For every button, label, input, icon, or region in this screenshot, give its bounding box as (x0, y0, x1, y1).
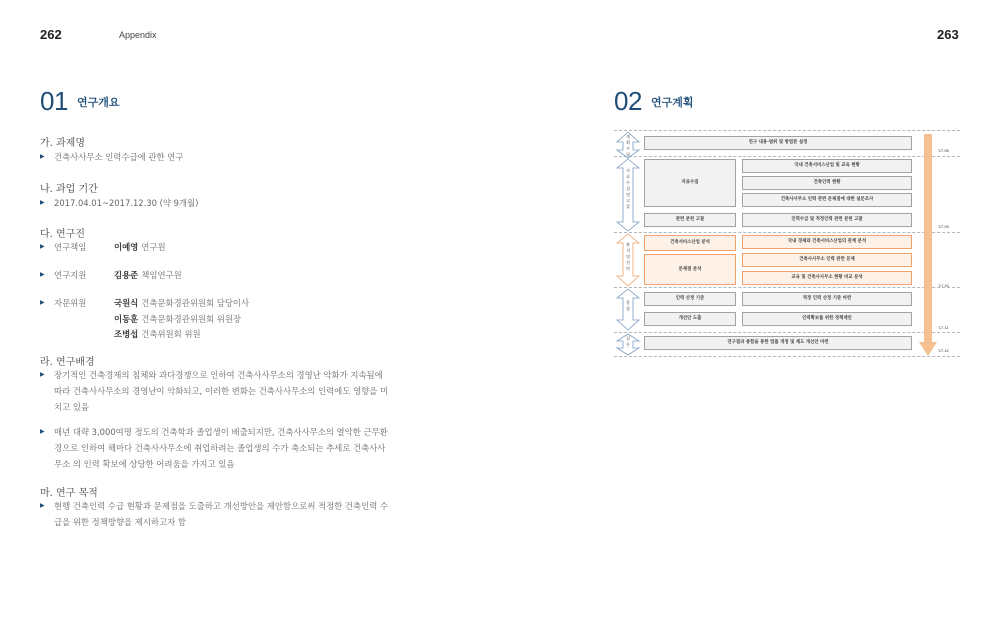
triangle-bullet-icon: ▶ (40, 502, 45, 509)
subsection-heading: 가. 과제명 (40, 138, 85, 149)
divider (614, 356, 960, 357)
triangle-bullet-icon: ▶ (40, 153, 45, 160)
researcher-role: 자문위원 (54, 298, 87, 308)
triangle-bullet-icon: ▶ (40, 243, 45, 250)
list-item-text: 매년 대략 3,000여명 정도의 건축학과 졸업생이 배출되지만, 건축사사무소의 열악한 근무환경으로 인하여 해마다 건축사사무소에 취업하려는 졸업생의 수가 축소되는 추세로 건축사사무소 의 인력 확보에 상당한 어려움을 가지고 있음 (54, 427, 388, 469)
diagram-box: 개선안 도출 (644, 312, 736, 326)
timeline-date: '17.09 (938, 224, 949, 229)
researcher-name: 이동훈 (114, 314, 139, 324)
diagram-box: 건축서비스산업 분석 (644, 235, 736, 251)
triangle-bullet-icon: ▶ (40, 199, 45, 206)
list-item-text: 현행 건축인력 수급 현황과 문제점을 도출하고 개선방안을 제안함으로써 적정한 건축인력 수급을 위한 정책방향을 제시하고자 함 (54, 501, 389, 527)
researcher-name: 조병섭 (114, 329, 139, 339)
researcher-title: 건축문화경관위원회 위원장 (141, 314, 242, 324)
stage-label: 종합 (625, 300, 631, 311)
researcher-row (40, 239, 166, 255)
diagram-box: 국내 건축서비스산업 및 교육 현황 (742, 159, 912, 173)
timeline-date: '17.05 (938, 148, 949, 153)
list-item (40, 149, 183, 165)
diagram-box: 인력 산정 기준 (644, 292, 736, 306)
diagram-box: 국내 경제와 건축서비스산업의 관계 분석 (742, 235, 912, 249)
stage-label: 분석 및 진단 (625, 242, 631, 271)
list-item-text: 2017.04.01~2017.12.30 (약 9개월) (54, 198, 199, 208)
diagram-box: 인력수급 및 적정인력 관련 분헌 고찰 (742, 213, 912, 227)
researcher-name: 이예영 (114, 242, 139, 252)
subsection-heading: 나. 과업 기간 (40, 184, 98, 195)
researcher-name: 김용준 (114, 270, 139, 280)
diagram-box: 인력확보를 위한 정책제안 (742, 312, 912, 326)
diagram-box: 관련 분헌 고찰 (644, 213, 736, 227)
section-number: 02 (614, 86, 642, 116)
triangle-bullet-icon: ▶ (40, 299, 45, 306)
triangle-bullet-icon: ▶ (40, 271, 45, 278)
researcher-row (114, 311, 241, 327)
section-02-heading (614, 86, 694, 117)
divider (614, 232, 960, 233)
stage-label: 결론 (625, 336, 631, 347)
list-item-text: 건축사사무소 인력수급에 관한 연구 (54, 152, 184, 162)
diagram-box: 연구결과 종합을 통한 법률 개정 및 제도 개선안 마련 (644, 336, 912, 350)
diagram-box: 연구 내용·범위 및 방법론 설정 (644, 136, 912, 150)
stage-label: 계획수립 (625, 134, 631, 157)
divider (614, 287, 960, 288)
researcher-row (40, 267, 182, 283)
researcher-title: 건축위원회 위원 (141, 329, 201, 339)
running-head: Appendix (119, 30, 157, 40)
research-plan-diagram (614, 128, 960, 358)
subsection-heading: 라. 연구배경 (40, 357, 95, 368)
researcher-row (40, 295, 249, 311)
diagram-box: 문제점 분석 (644, 254, 736, 285)
list-item (40, 424, 389, 472)
section-title: 연구개요 (77, 96, 120, 109)
list-item-text: 장기적인 건축경제의 침체와 과다경쟁으로 인하여 건축사사무소의 경영난 악화가 지속됨에 따라 건축사사무소의 경영난이 악화되고, 이러한 변화는 건축사사무소의 인력에도 영향을 미치고 있음 (54, 370, 389, 412)
diagram-box: 적정 인력 산정 기준 마련 (742, 292, 912, 306)
divider (614, 130, 960, 131)
section-number: 01 (40, 86, 68, 116)
section-title: 연구계획 (651, 96, 694, 109)
diagram-box: 건축인력 현황 (742, 176, 912, 190)
left-page-number: 262 (40, 27, 62, 42)
subsection-heading: 다. 연구진 (40, 229, 85, 240)
triangle-bullet-icon: ▶ (40, 428, 45, 435)
subsection-heading: 마. 연구 목적 (40, 488, 98, 499)
stage-label: 자료수집 및 고찰 (625, 168, 631, 209)
researcher-role: 연구지원 (54, 270, 87, 280)
list-item (40, 195, 198, 211)
researcher-title: 건축문화경관위원회 담당이사 (141, 298, 250, 308)
diagram-box: 자료수집 (644, 159, 736, 207)
section-01-heading (40, 86, 120, 117)
right-page-number: 263 (937, 27, 959, 42)
researcher-row (114, 326, 201, 342)
researcher-role: 연구책임 (54, 242, 87, 252)
timeline-date: '17.11 (938, 325, 949, 330)
divider (614, 156, 960, 157)
diagram-box: 건축사사무소 인력 관련 문제 (742, 253, 912, 267)
divider (614, 332, 960, 333)
timeline-date: '17.12 (938, 348, 949, 353)
list-item (40, 367, 389, 415)
researcher-name: 국원식 (114, 298, 139, 308)
timeline-date: '17.10 (938, 283, 949, 288)
researcher-title: 책임연구원 (141, 270, 182, 280)
timeline-arrow (919, 134, 937, 356)
list-item (40, 498, 389, 530)
triangle-bullet-icon: ▶ (40, 371, 45, 378)
researcher-title: 연구원 (141, 242, 166, 252)
diagram-box: 건축사사무소 인력 관련 문제점에 대한 설문조사 (742, 193, 912, 207)
diagram-box: 교육 및 건축사사무소 현황 비교 분석 (742, 271, 912, 285)
